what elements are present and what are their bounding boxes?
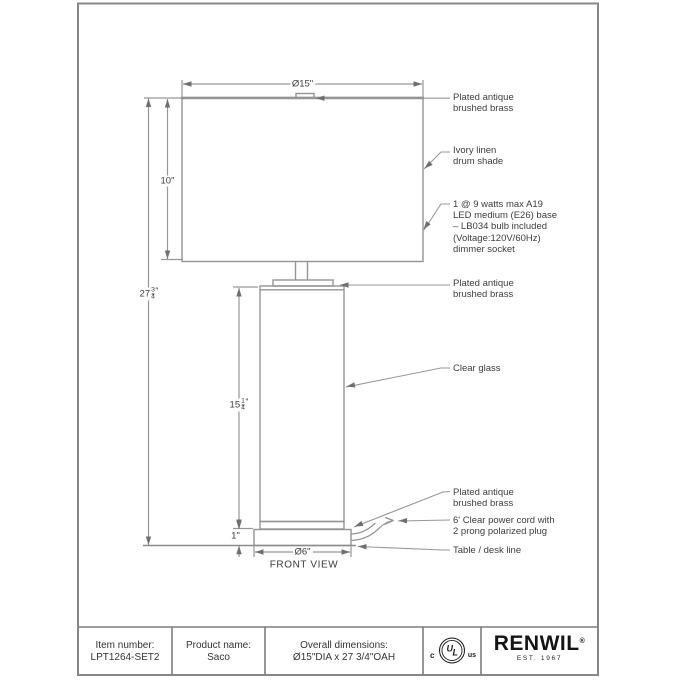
annotation-neck-finish: Plated antique brushed brass [453, 278, 514, 301]
dim-base-height: 1" [231, 530, 240, 541]
ul-listed-logo [423, 627, 481, 675]
overall-dimensions-value: Ø15"DIA x 27 3/4"OAH [292, 651, 396, 663]
power-cord [352, 518, 394, 541]
dim-base-diameter: Ø6" [294, 546, 311, 558]
title-block-item-number [78, 640, 172, 663]
drum-shade [182, 98, 423, 262]
dim-glass-height: 15 $\frac{1}{4}$ " [229, 396, 249, 412]
dim-overall-height: 27 $\frac{3}{4}$ " [139, 285, 159, 301]
base-ring [260, 522, 344, 530]
dim-shade-height: 10" [160, 175, 175, 187]
registered-mark: ® [579, 638, 586, 645]
item-number-value: LPT1264-SET2 [90, 651, 160, 663]
neck-cap [273, 280, 333, 286]
overall-dimensions-label: Overall dimensions: [300, 640, 388, 651]
ul-circle-icon: UL [439, 637, 465, 663]
lamp-outline [143, 94, 424, 546]
product-name-value: Saco [207, 651, 230, 663]
front-view-label: FRONT VIEW [269, 559, 339, 571]
item-number-label: Item number: [95, 640, 155, 651]
annotation-cord-spec: 6' Clear power cord with 2 prong polarized plug [453, 514, 555, 537]
renwil-logo: RENWIL® EST. 1967 [481, 627, 598, 675]
dim-shade-diameter: Ø15" [291, 78, 314, 90]
ul-us-mark: us [467, 652, 476, 659]
annotation-base-finish: Plated antique brushed brass [453, 486, 514, 509]
sheet-frame [78, 4, 598, 676]
annotation-shade-material: Ivory linen drum shade [453, 144, 504, 167]
annotation-table-line: Table / desk line [453, 545, 522, 556]
title-block-overall-dimensions [265, 640, 423, 663]
glass-body [260, 286, 344, 522]
dimension-lines [144, 80, 423, 557]
base [254, 530, 351, 546]
established-year: EST. 1967 [516, 655, 563, 662]
annotation-body-material: Clear glass [453, 362, 501, 374]
arrowheads [146, 78, 433, 554]
title-block-product-name [172, 640, 265, 663]
ul-c-mark: c [430, 651, 435, 660]
finial [296, 94, 314, 99]
annotation-bulb-spec: 1 @ 9 watts max A19 LED medium (E26) base – LB034 bulb included (Voltage:120V/60Hz) dimmer socket [453, 199, 558, 255]
annotation-shade-top-finish: Plated antique brushed brass [453, 92, 514, 115]
product-name-label: Product name: [185, 640, 252, 651]
